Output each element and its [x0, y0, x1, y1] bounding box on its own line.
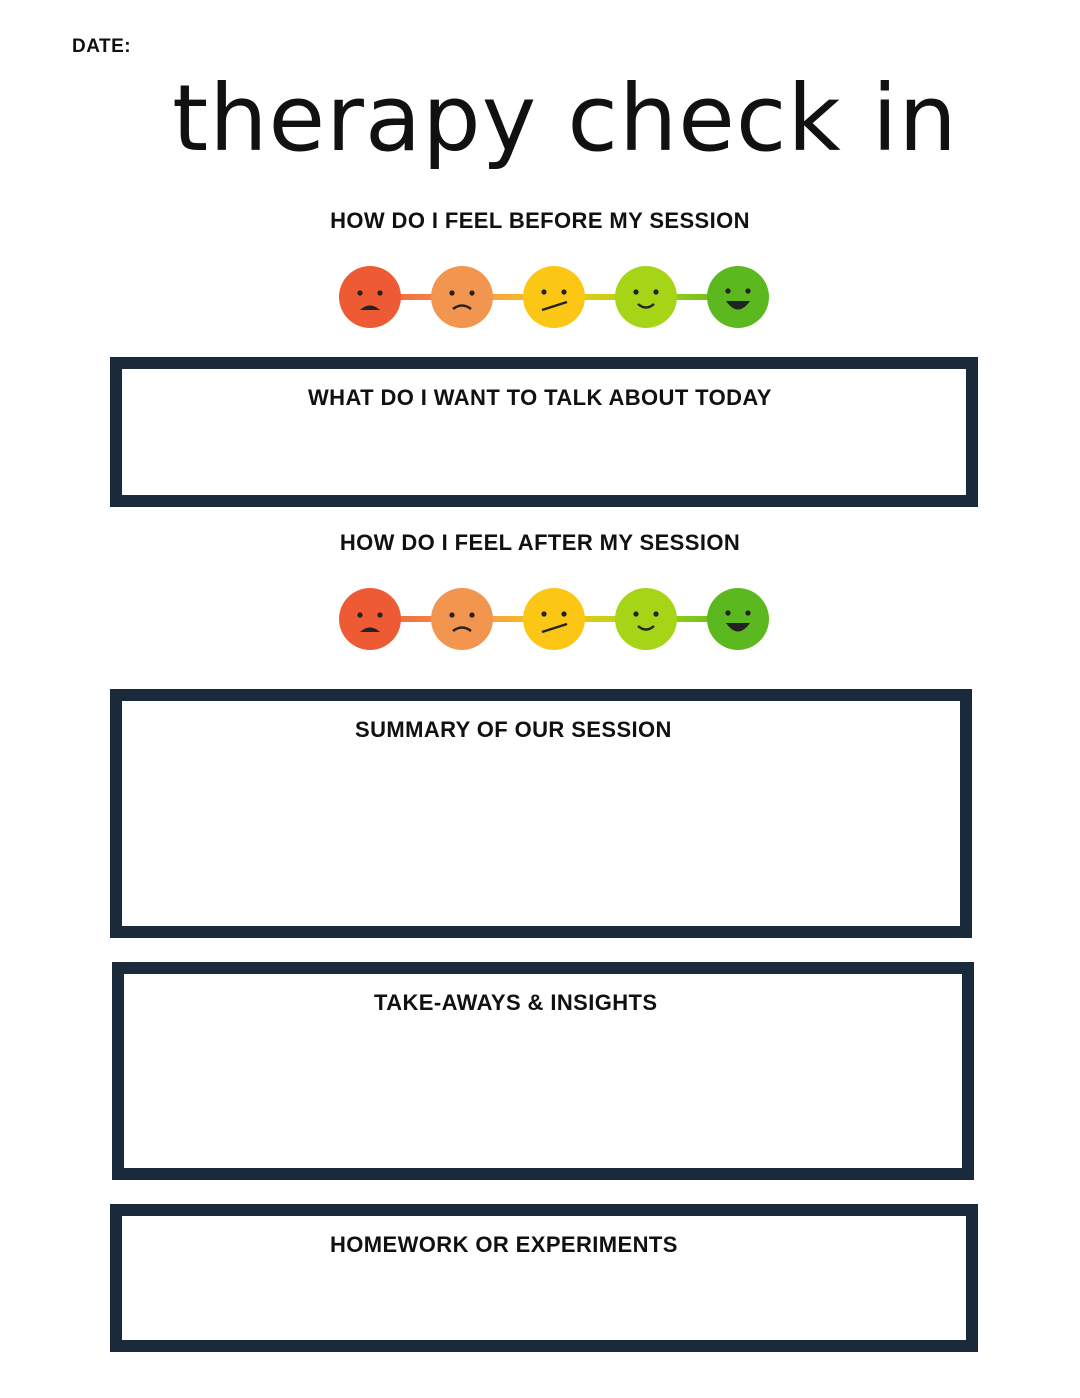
takeaways-heading: TAKE-AWAYS & INSIGHTS: [374, 990, 658, 1015]
after-session-mood-scale: [338, 588, 770, 650]
sad-face-icon[interactable]: [431, 266, 493, 328]
summary-box[interactable]: [110, 689, 972, 938]
sad-face-icon[interactable]: [431, 588, 493, 650]
talk-about-heading: WHAT DO I WANT TO TALK ABOUT TODAY: [308, 385, 772, 410]
page-title: therapy check in: [172, 65, 958, 172]
homework-box[interactable]: [110, 1204, 978, 1352]
content-face-icon[interactable]: [615, 266, 677, 328]
neutral-face-icon[interactable]: [523, 266, 585, 328]
before-session-mood-scale: [338, 266, 770, 328]
before-session-heading: HOW DO I FEEL BEFORE MY SESSION: [330, 208, 750, 233]
date-label: DATE:: [72, 36, 132, 57]
very-sad-face-icon[interactable]: [339, 588, 401, 650]
very-sad-face-icon[interactable]: [339, 266, 401, 328]
homework-heading: HOMEWORK OR EXPERIMENTS: [330, 1232, 678, 1257]
summary-heading: SUMMARY OF OUR SESSION: [355, 717, 672, 742]
talk-about-box[interactable]: [110, 357, 978, 507]
happy-face-icon[interactable]: [707, 266, 769, 328]
happy-face-icon[interactable]: [707, 588, 769, 650]
neutral-face-icon[interactable]: [523, 588, 585, 650]
content-face-icon[interactable]: [615, 588, 677, 650]
after-session-heading: HOW DO I FEEL AFTER MY SESSION: [339, 530, 741, 555]
takeaways-box[interactable]: [112, 962, 974, 1180]
